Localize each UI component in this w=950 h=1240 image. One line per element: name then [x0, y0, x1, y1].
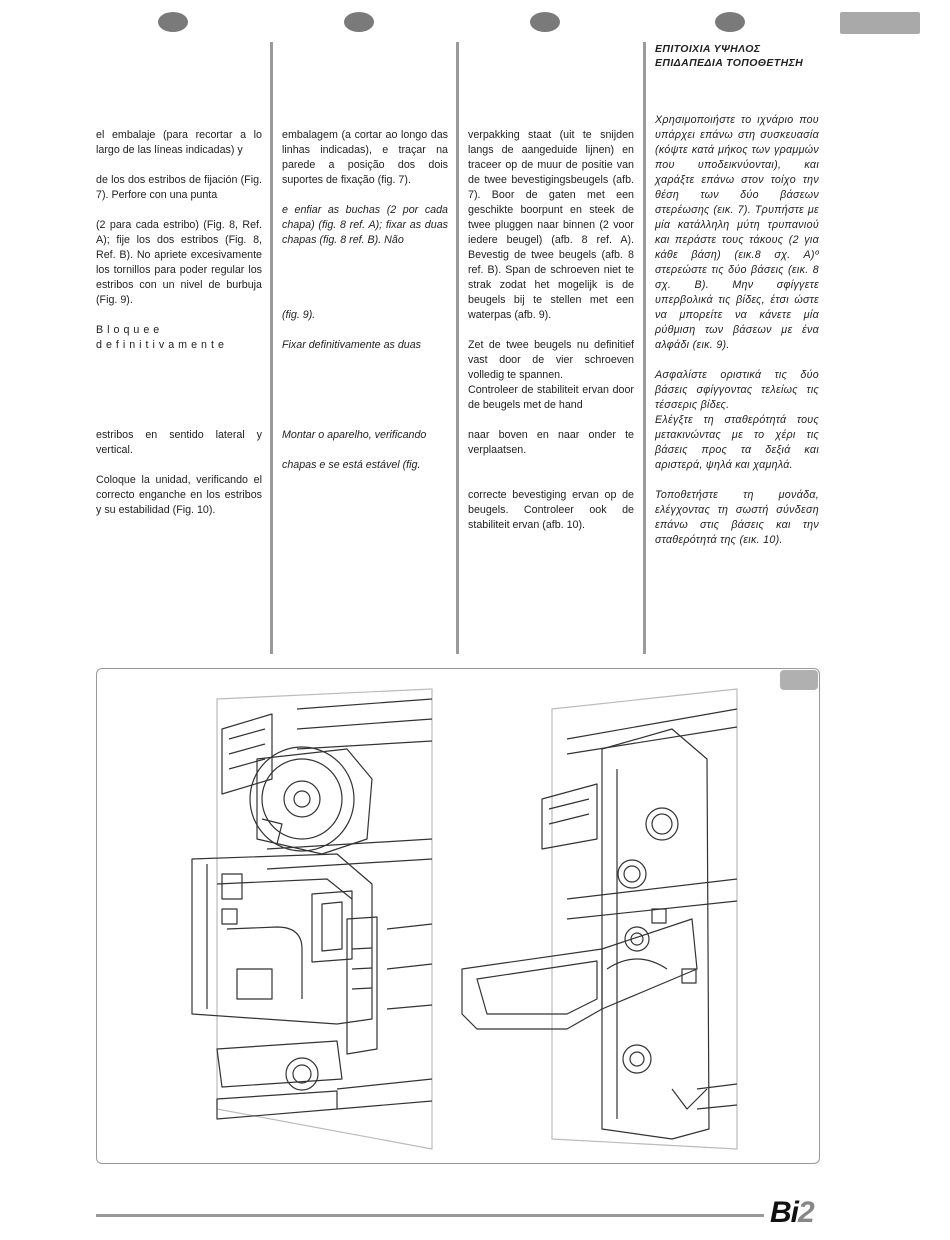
pt-paragraph-5: Montar o aparelho, verificando — [282, 429, 427, 441]
figure-number-badge — [780, 670, 818, 690]
es-paragraph-2: de los dos estribos de fijación (Fig. 7). Perfore con una punta — [96, 174, 262, 201]
pt-paragraph-2: e enfiar as buchas (2 por cada chapa) (fig. 8 ref. A); fixar as duas chapas (fig. 8 ref. B). Não — [282, 204, 448, 246]
nl-paragraph-4: naar boven en naar onder te verplaatsen. — [468, 429, 634, 456]
column-divider-1 — [270, 42, 273, 654]
column-greek — [655, 113, 819, 548]
greek-heading-line2: ΕΠΙΔΑΠΕΔΙΑ ΤΟΠΟΘΕΤΗΣΗ — [655, 57, 804, 69]
es-paragraph-5: estribos en sentido lateral y vertical. — [96, 429, 262, 456]
right-unit-drawing — [462, 689, 737, 1149]
figure-illustration — [97, 669, 819, 1163]
column-marker-4 — [715, 12, 745, 32]
column-marker-2 — [344, 12, 374, 32]
logo-text: Bi — [770, 1196, 798, 1229]
page-tab — [840, 12, 920, 34]
es-paragraph-6: Coloque la unidad, verificando el correcto enganche en los estribos y su estabilidad (Fig. 10). — [96, 474, 262, 516]
pt-paragraph-3: (fig. 9). — [282, 309, 316, 321]
figure-frame — [96, 668, 820, 1164]
pt-paragraph-6: chapas e se está estável (fig. — [282, 459, 421, 471]
gr-paragraph-3: Ελέγξτε τη σταθερότητά τους μετακινώντας με το χέρι τις βάσεις προς τα δεξιά και αριστερά, ψηλά και χαμηλά. — [655, 414, 819, 471]
column-divider-3 — [643, 42, 646, 654]
greek-heading-line1: ΕΠΙΤΟΙΧΙΑ ΥΨΗΛΟΣ — [655, 43, 761, 55]
column-divider-2 — [456, 42, 459, 654]
es-paragraph-4: Bloquee definitivamente — [96, 324, 228, 351]
greek-heading — [655, 42, 803, 70]
nl-paragraph-1: verpakking staat (uit te snijden langs de aangeduide lijnen) en traceer op de muur de positie van de twee bevestigingsbeugels (afb. 7). Boor de gaten met een geschikte boorpunt en steek de twee pluggen naar binnen (2 voor iedere beugel) (afb. 8 ref. A). Bevestig de twee beugels (afb. 8 ref. B). Span de schroeven niet te strak zodat het mogelijk is de beugels bij te stellen met een waterpas (afb. 9). — [468, 129, 634, 321]
es-paragraph-1: el embalaje (para recortar a lo largo de las líneas indicadas) y — [96, 129, 262, 156]
gr-paragraph-2: Ασφαλίστε οριστικά τις δύο βάσεις σφίγγοντας τελείως τις τέσσερις βίδες. — [655, 369, 819, 411]
es-paragraph-3: (2 para cada estribo) (Fig. 8, Ref. A); fije los dos estribos (Fig. 8, Ref. B). No apriete excesivamente los tornillos para poder regular los estribos con un nivel de burbuja (Fig. 9). — [96, 219, 262, 306]
gr-paragraph-4: Τοποθετήστε τη μονάδα, ελέγχοντας τη σωστή σύνδεση επάνω στις βάσεις και την σταθερότητά της (εικ. 10). — [655, 489, 819, 546]
nl-paragraph-5: correcte bevestiging ervan op de beugels. Controleer ook de stabiliteit ervan (afb. 10). — [468, 489, 634, 531]
gr-paragraph-1: Χρησιμοποιήστε το ιχνάριο που υπάρχει επάνω στη συσκευασία (κόψτε κατά μήκος των γραμμών που υποδεικνύονται), και χαράξτε επάνω στον τοίχο την θέση των δύο βάσεων στερέωσης (εικ. 7). Τρυπήστε με μία κατάλληλη μύτη τρυπανιού και περάστε τους τάκους (2 για κάθε βάση) (εικ.8 σχ. Α)º στερεώστε τις δύο βάσεις (εικ. 8 σχ. Β). Μην σφίγγετε υπερβολικά τις βίδες, έτσι ώστε να μπορείτε να κάνετε μία ρύθμιση των βάσεων με ένα αλφάδι (εικ. 9). — [655, 114, 819, 351]
pt-paragraph-4: Fixar definitivamente as duas — [282, 339, 422, 351]
nl-paragraph-2: Zet de twee beugels nu definitief vast door de vier schroeven volledig te spannen. — [468, 339, 634, 381]
left-unit-drawing — [192, 689, 432, 1149]
nl-paragraph-3: Controleer de stabiliteit ervan door de beugels met de hand — [468, 384, 634, 411]
column-marker-1 — [158, 12, 188, 32]
pt-paragraph-1: embalagem (a cortar ao longo das linhas indicadas), e traçar na parede a posição dos dois suportes de fixação (fig. 7). — [282, 129, 448, 186]
column-marker-3 — [530, 12, 560, 32]
brand-logo — [770, 1196, 814, 1230]
column-dutch — [468, 128, 634, 533]
column-portuguese — [282, 128, 448, 473]
column-spanish — [96, 128, 262, 518]
footer-rule — [96, 1214, 764, 1217]
logo-number: 2 — [798, 1196, 814, 1229]
